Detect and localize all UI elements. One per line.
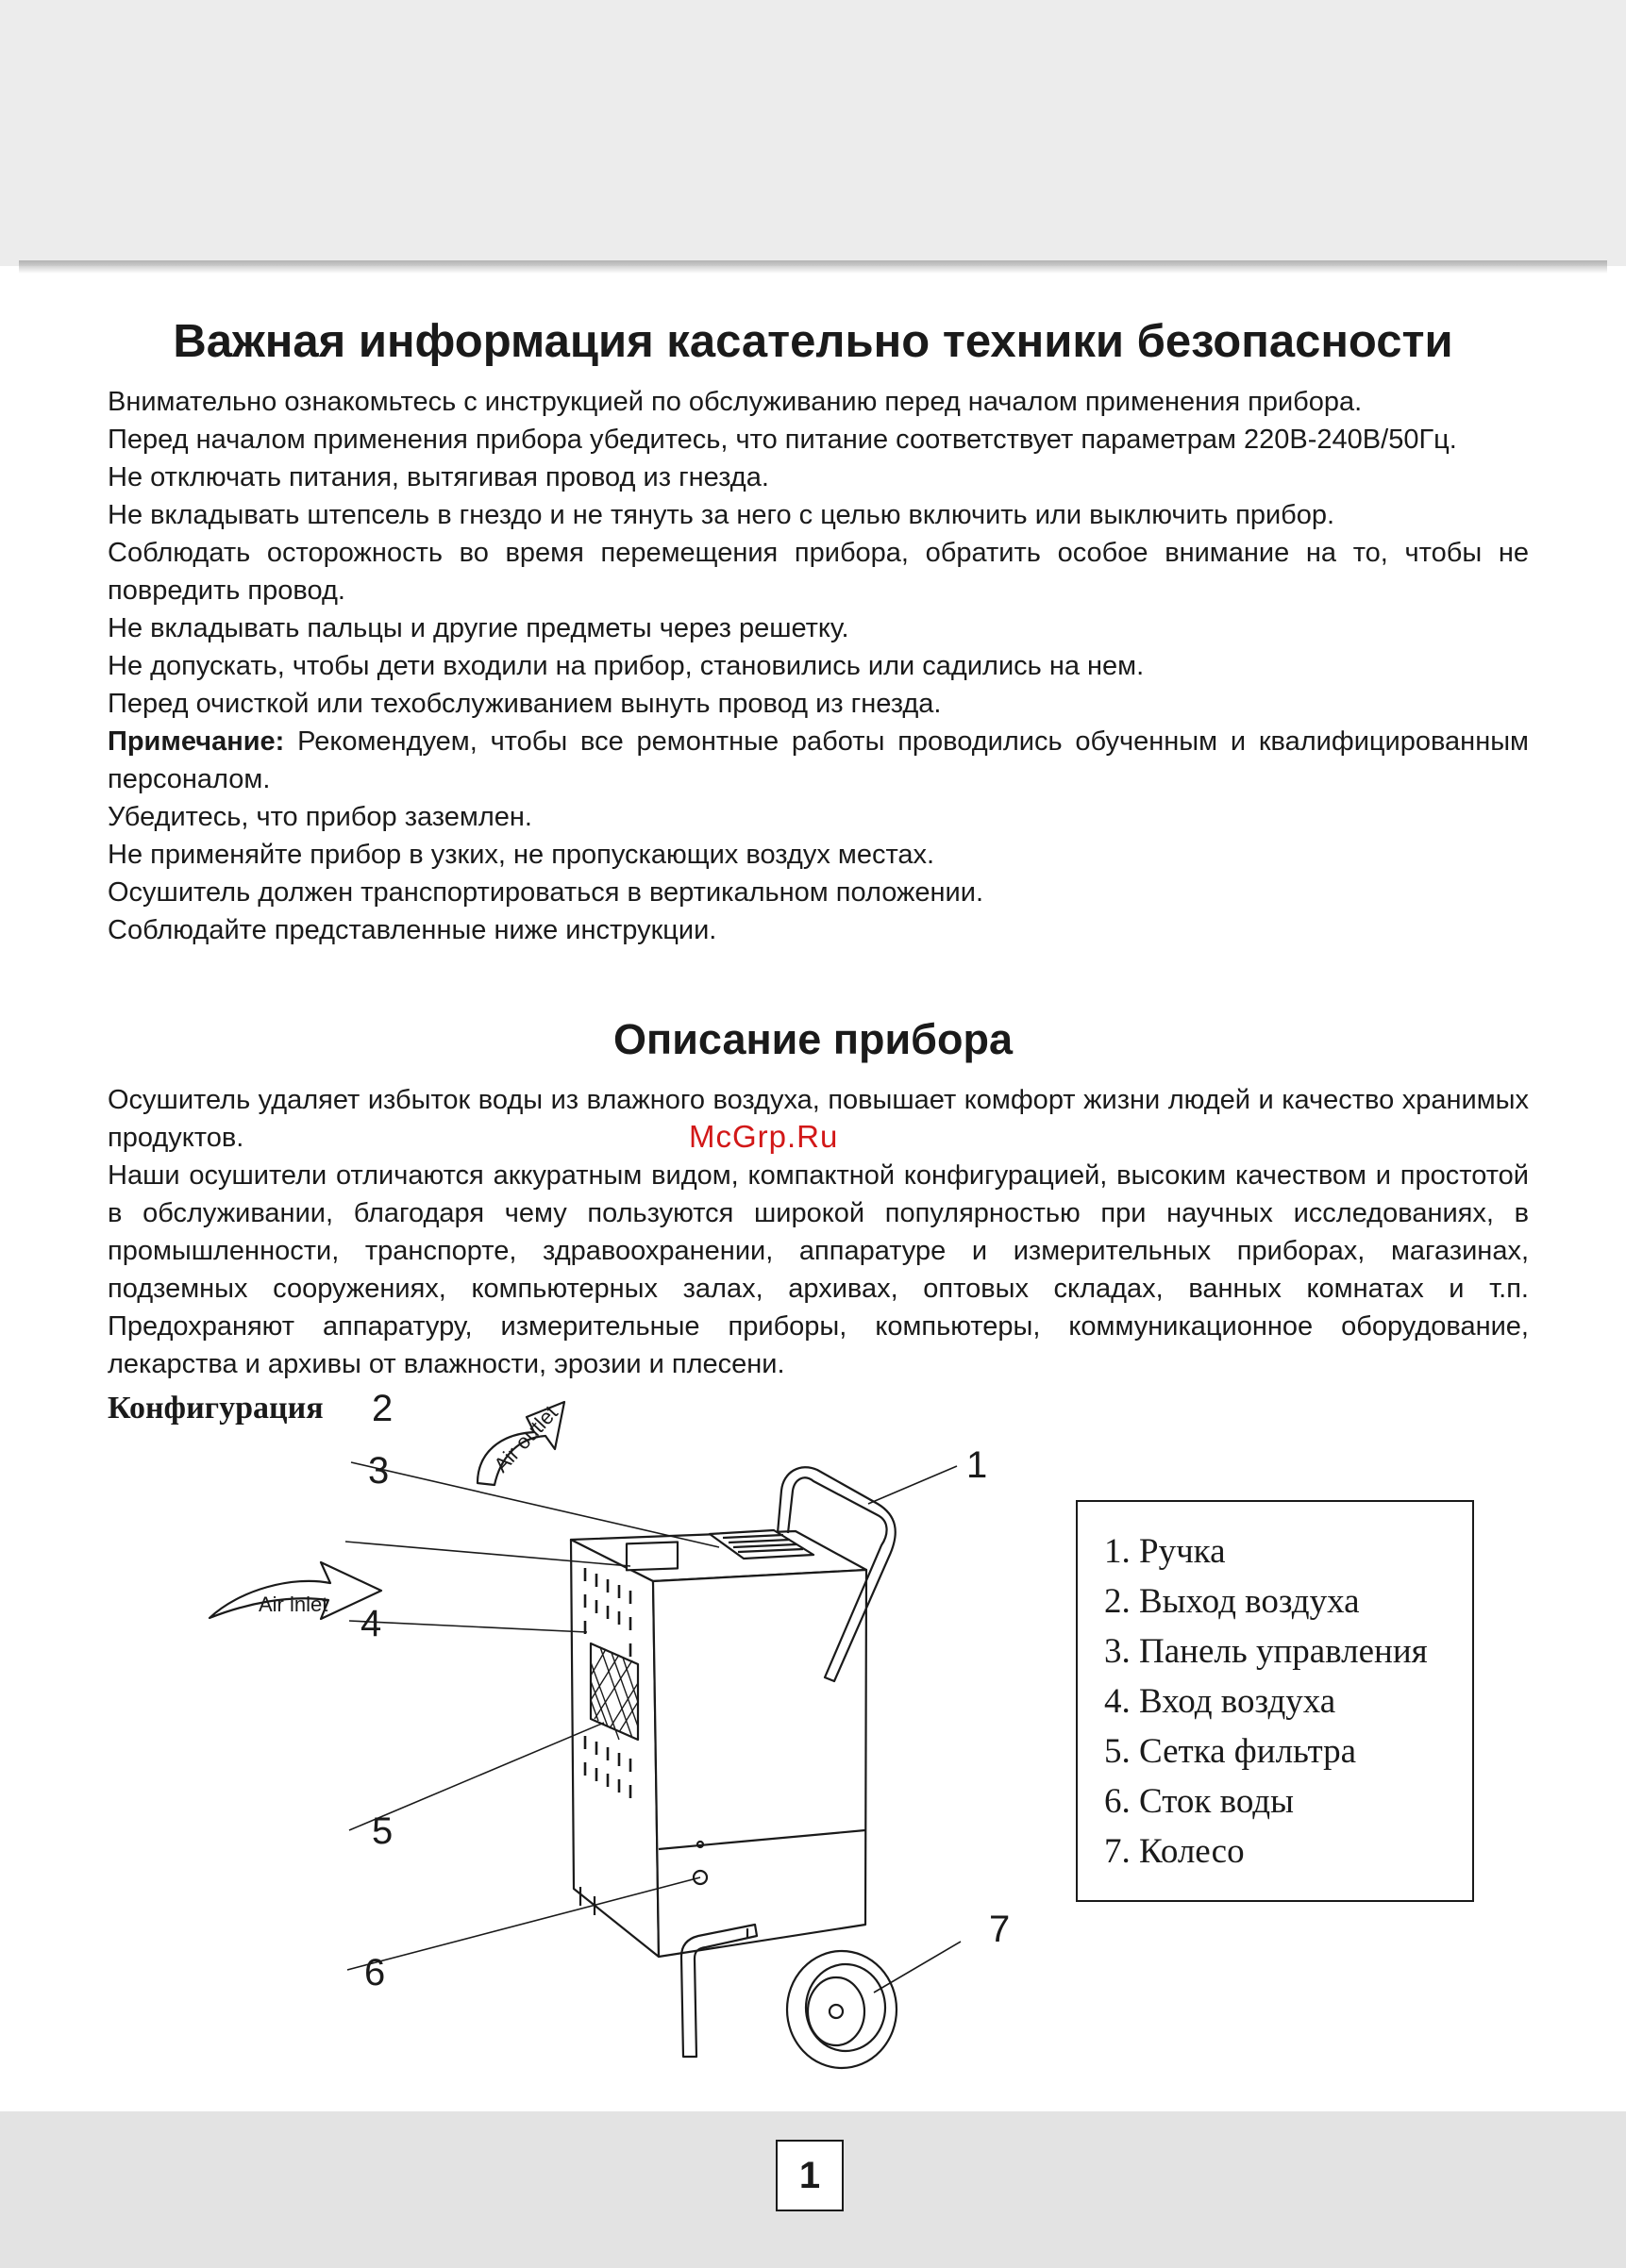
legend-item: 6. Сток воды: [1104, 1782, 1294, 1821]
safety-line: Перед очисткой или техобслуживанием вынуть провод из гнезда.: [108, 689, 942, 719]
legend-item: 2. Выход воздуха: [1104, 1582, 1360, 1621]
legend-box: [1076, 1500, 1474, 1902]
safety-section: [108, 383, 1529, 949]
callout-3: 3: [368, 1450, 390, 1492]
configuration-label: Конфигурация: [108, 1391, 324, 1426]
description-title: Описание прибора: [613, 1015, 1013, 1063]
description-paragraph: Наши осушители отличаются аккуратным видом, компактной конфигурацией, высоким качеством и простотой в обслуживании, благодаря чему пользуются широкой популярностью при научных исследованиях, в промышленности, транспорте, здравоохранении, аппаратуре и измерительных приборах, магазинах, подземных сооружениях, компьютерных залах, архивах, оптовых складах, ванных комнатах и т.п. Предохраняют аппаратуру, измерительные приборы, компьютеры, коммуникационное оборудование, лекарства и архивы от влажности, эрозии и плесени.: [108, 1160, 1529, 1379]
safety-line: Убедитесь, что прибор заземлен.: [108, 802, 532, 832]
safety-line: Не вкладывать пальцы и другие предметы через решетку.: [108, 613, 849, 643]
callout-7: 7: [989, 1909, 1011, 1950]
dehumidifier-diagram: [259, 1388, 1048, 2113]
callout-2: 2: [372, 1388, 394, 1429]
safety-title: Важная информация касательно техники безопасности: [173, 316, 1453, 367]
control-panel: [627, 1542, 678, 1570]
description-paragraph: Осушитель удаляет избыток воды из влажного воздуха, повышает комфорт жизни людей и качество хранимых продуктов.: [108, 1085, 1529, 1153]
callout-6: 6: [364, 1952, 386, 1993]
legend-item: 5. Сетка фильтра: [1104, 1732, 1357, 1771]
legend-item: 7. Колесо: [1104, 1832, 1245, 1871]
safety-line: Не допускать, чтобы дети входили на прибор, становились или садились на нем.: [108, 651, 1145, 681]
safety-line: Соблюдайте представленные ниже инструкции.: [108, 915, 717, 945]
legend-item: 1. Ручка: [1104, 1532, 1226, 1571]
callout-5: 5: [372, 1810, 394, 1852]
air-inlet-arrow: [210, 1562, 381, 1619]
legend-item: 3. Панель управления: [1104, 1632, 1428, 1671]
safety-line: Соблюдать осторожность во время перемещения прибора, обратить особое внимание на то, чтобы не повредить провод.: [108, 538, 1529, 606]
safety-line: Перед началом применения прибора убедитесь, что питание соответствует параметрам 220В-240В/50Гц.: [108, 425, 1457, 455]
safety-line: Внимательно ознакомьтесь с инструкцией по обслуживанию перед началом применения прибора.: [108, 387, 1363, 417]
wheel: [787, 1951, 897, 2068]
note-label: Примечание:: [108, 726, 285, 757]
safety-line: Не вкладывать штепсель в гнездо и не тянуть за него с целью включить или выключить прибор.: [108, 500, 1335, 530]
page-number: 1: [776, 2140, 844, 2211]
watermark: McGrp.Ru: [689, 1119, 839, 1154]
callout-1: 1: [966, 1444, 988, 1486]
safety-line: Осушитель должен транспортироваться в вертикальном положении.: [108, 877, 984, 908]
air-inlet-label: Air inlet: [259, 1593, 328, 1616]
note-text: Рекомендуем, чтобы все ремонтные работы проводились обученным и квалифицированным персоналом.: [108, 726, 1529, 794]
legend-item: 4. Вход воздуха: [1104, 1682, 1336, 1721]
safety-note: [108, 723, 1529, 798]
safety-line: Не отключать питания, вытягивая провод из гнезда.: [108, 462, 769, 492]
callout-4: 4: [360, 1603, 382, 1644]
safety-line: Не применяйте прибор в узких, не пропускающих воздух местах.: [108, 840, 935, 870]
header-band: [0, 0, 1626, 266]
air-outlet-arrow: [478, 1401, 564, 1485]
cabinet-outline: [571, 1531, 866, 1957]
air-outlet-label: Air outlet: [489, 1400, 562, 1477]
